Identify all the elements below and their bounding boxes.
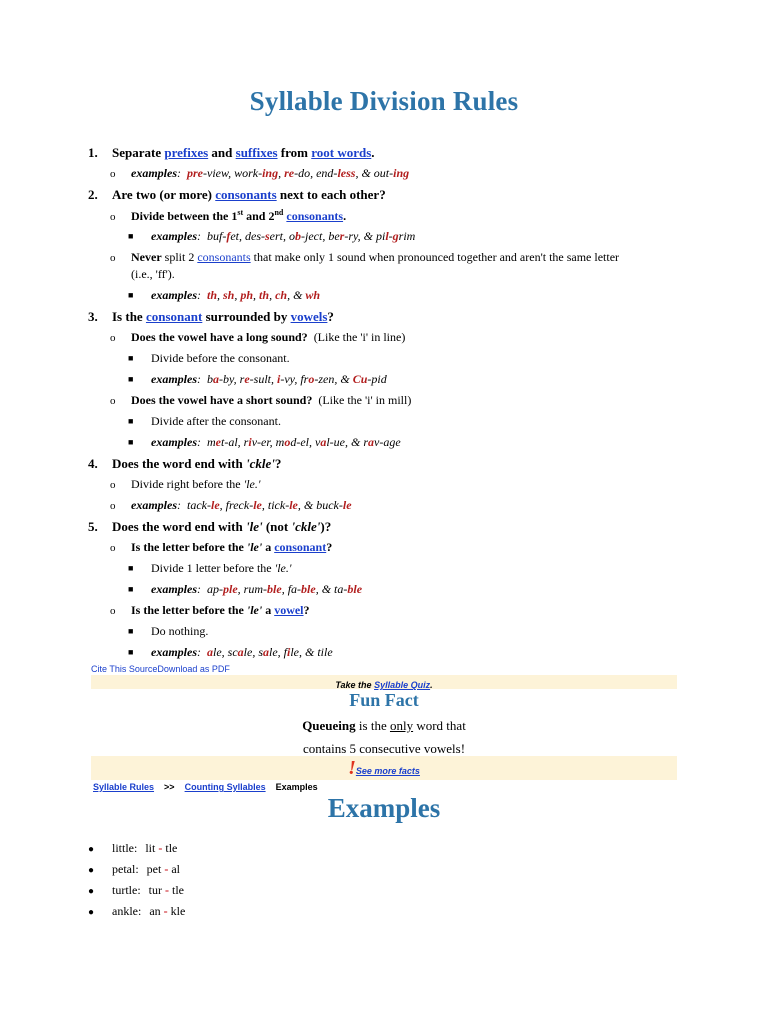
examples-title: Examples [327,793,441,823]
rule-2-sub-2-cont: (i.e., 'ff'). [131,267,175,281]
page-title: Syllable Division Rules [249,86,519,116]
rule-3-short-examples: ■ examples: met-al, riv-er, mod-el, val-ue, & rav-age [128,435,401,449]
rule-4-rule: o Divide right before the 'le.' [110,477,261,491]
rule-5-consonant: o Is the letter before the 'le' a consonant? [110,540,333,554]
rule-2: 2. Are two (or more) consonants next to each other? [88,187,386,202]
rule-5: 5. Does the word end with 'le' (not 'ckle')? [88,519,332,534]
see-more-bar [91,756,677,780]
rule-1-examples: o examples: pre-view, work-ing, re-do, end-less, & out-ing [110,166,410,180]
prefixes-link[interactable]: prefixes [164,145,209,160]
rule-3-long-rule: ■ Divide before the consonant. [128,351,290,365]
fun-fact-line-1: Queueing is the only word that [302,718,466,733]
rule-5-consonant-examples: ■ examples: ap-ple, rum-ble, fa-ble, & ta-ble [128,582,363,596]
rule-number: 1. [88,145,98,160]
cite-source-link[interactable]: Cite This Source [91,664,158,674]
breadcrumb: Syllable Rules >> Counting Syllables Examples [93,782,318,792]
consonants-link[interactable]: consonants [197,250,251,264]
rule-2-sub-1-examples: ■ examples: buf-fet, des-sert, ob-ject, ber-ry, & pil-grim [128,229,416,243]
consonants-link[interactable]: consonants [286,209,344,223]
rule-5-consonant-rule: ■ Divide 1 letter before the 'le.' [128,561,292,575]
bullet: ● [88,907,95,918]
download-pdf-link[interactable]: Download as PDF [157,664,230,674]
rule-3-long: o Does the vowel have a long sound? (Like the 'i' in line) [110,330,406,344]
example-item: ● turtle: tur - tle [88,883,185,897]
vowels-link[interactable]: vowels [290,309,328,324]
consonant-link[interactable]: consonant [145,309,203,324]
consonant-link[interactable]: consonant [274,540,327,554]
rule-5-vowel-rule: ■ Do nothing. [128,624,209,638]
square-bullet: ■ [128,231,134,241]
rule-1: 1. Separate prefixes and suffixes from root words. [88,145,375,160]
rule-2-sub-2: o Never split 2 consonants that make only 1 sound when pronounced together and aren't the same letter [110,250,620,264]
bullet: ● [88,886,95,897]
rule-3: 3. Is the consonant surrounded by vowels? [88,309,334,324]
quiz-bar: Take the Syllable Quiz. [91,675,677,689]
circle-bullet: o [110,168,116,180]
rule-4: 4. Does the word end with 'ckle'? [88,456,282,471]
breadcrumb-current: Examples [275,782,318,792]
rule-5-vowel: o Is the letter before the 'le' a vowel? [110,603,310,617]
fun-fact-line-2: contains 5 consecutive vowels! [302,741,466,756]
syllable-quiz-link[interactable]: Syllable Quiz [374,680,431,690]
breadcrumb-syllable-rules[interactable]: Syllable Rules [93,782,155,792]
rule-2-sub-1: o Divide between the 1st and 2nd consonants. [110,208,347,223]
example-item: ● little: lit - tle [88,841,178,855]
exclamation-icon: ! [348,757,356,779]
see-more-facts-link[interactable]: See more facts [355,766,420,776]
rule-2-sub-2-examples: ■ examples: th, sh, ph, th, ch, & wh [128,288,321,302]
rule-3-long-examples: ■ examples: ba-by, re-sult, i-vy, fro-zen, & Cu-pid [128,372,387,386]
breadcrumb-counting-syllables[interactable]: Counting Syllables [184,782,266,792]
root-words-link[interactable]: root words [311,145,372,160]
rule-3-short-rule: ■ Divide after the consonant. [128,414,281,428]
rule-3-short: o Does the vowel have a short sound? (Like the 'i' in mill) [110,393,412,407]
bullet: ● [88,844,95,855]
rule-5-vowel-examples: ■ examples: ale, scale, sale, file, & tile [128,645,333,659]
bullet: ● [88,865,95,876]
fun-fact-title: Fun Fact [349,690,419,710]
vowel-link[interactable]: vowel [274,603,304,617]
consonants-link[interactable]: consonants [215,187,277,202]
example-item: ● petal: pet - al [88,862,180,876]
source-links [91,664,230,674]
example-item: ● ankle: an - kle [88,904,186,918]
suffixes-link[interactable]: suffixes [235,145,278,160]
rule-4-examples: o examples: tack-le, freck-le, tick-le, & buck-le [110,498,352,512]
